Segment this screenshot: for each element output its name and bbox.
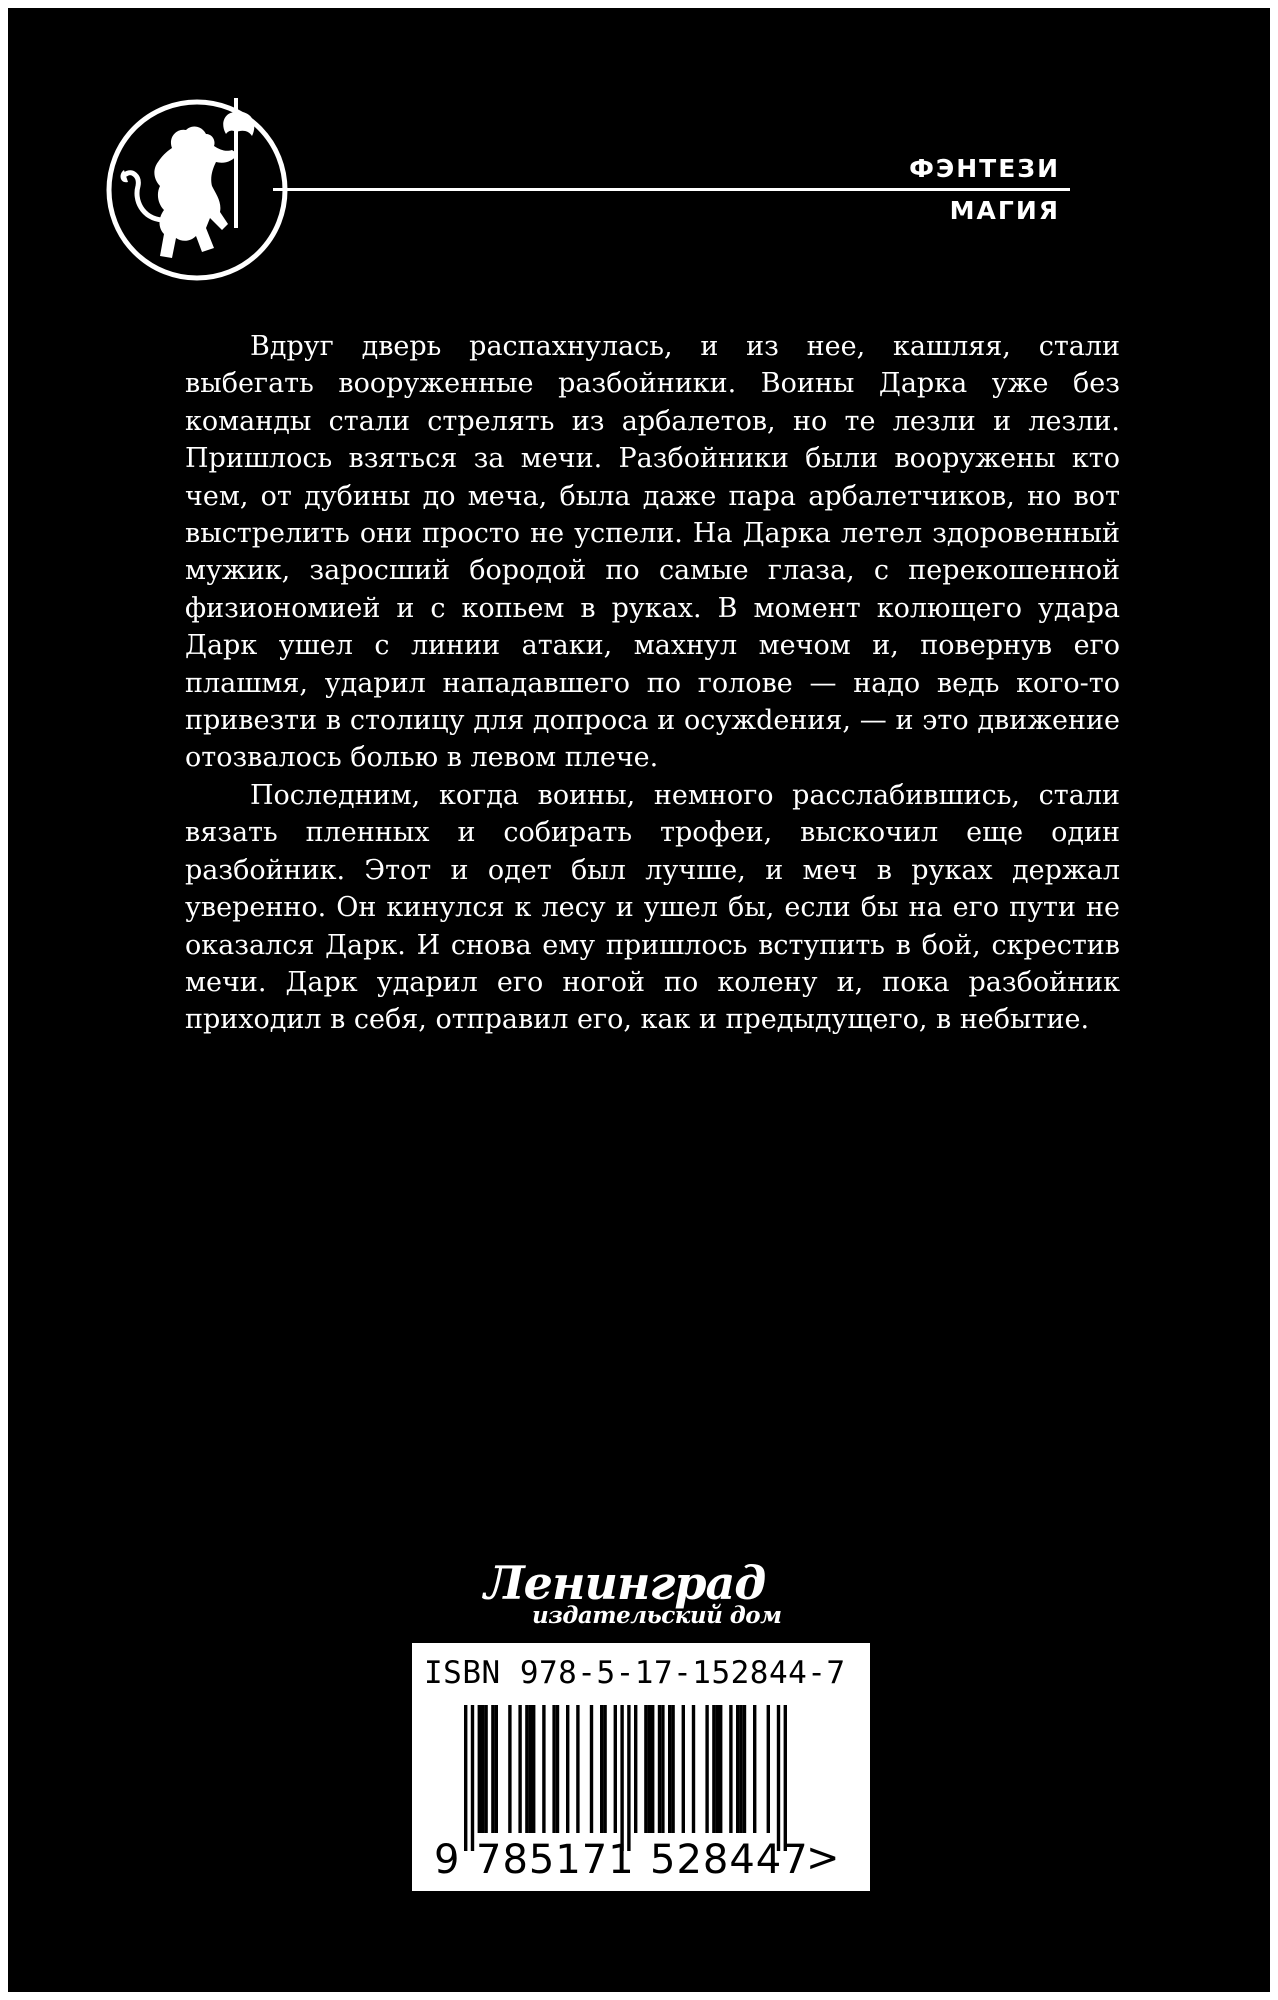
barcode-panel (412, 1643, 870, 1891)
blurb-text (185, 328, 1120, 1039)
barcode-bar (719, 1705, 722, 1833)
barcode-bar (692, 1705, 695, 1833)
blurb-paragraph: Вдруг дверь распахнулась, и из нее, кашляя, стали выбегать вооруженные разбойники. Воины Дарка уже без команды стали стрелять из арбалетов, но те лезли и лезли. Пришлось взяться за мечи. Разбойники были вооружены кто чем, от дубины до меча, была даже пара арбалетчиков, но вот выстрелить они просто не успели. На Дарка летел здоровенный мужик, заросший бородой по самые глаза, с перекошенной физиономией и с копьем в руках. В момент колющего удара Дарк ушел с линии атаки, махнул мечом и, повернув его плашмя, ударил нападавшего по голове — надо ведь кого-то привезти в столицу для допроса и осужdения, — и это движение отозвалось болью в левом плече. (185, 331, 1120, 774)
barcode-bar (525, 1705, 528, 1833)
isbn-text: ISBN 978-5-17-152844-7 (424, 1655, 846, 1691)
barcode-bar (784, 1705, 787, 1851)
barcode-bar (777, 1705, 780, 1851)
barcode-bar (634, 1705, 637, 1833)
barcode-bar (600, 1705, 603, 1833)
barcode-bar (481, 1705, 484, 1833)
ean-right-group: 528447 (650, 1837, 809, 1883)
barcode-bar (464, 1705, 467, 1851)
barcode-bar (627, 1705, 630, 1851)
barcode-bar (532, 1705, 535, 1833)
barcode-bar (590, 1705, 593, 1833)
barcode-bar (767, 1705, 770, 1833)
barcode-bar (529, 1705, 532, 1833)
barcode-bar (566, 1705, 569, 1833)
ean-left-group: 785171 (476, 1837, 635, 1883)
barcode-bar (508, 1705, 511, 1833)
genre-tag: ФЭНТЕЗИ (909, 154, 1060, 183)
barcode-bar (682, 1705, 685, 1833)
barcode-bar (753, 1705, 756, 1833)
barcode-bar (712, 1705, 715, 1833)
barcode-bar (484, 1705, 487, 1833)
back-cover (8, 8, 1270, 1992)
publisher-logo (484, 1556, 784, 1636)
genre-tag: МАГИЯ (949, 196, 1060, 225)
barcode-bar (603, 1705, 606, 1833)
barcode-bars (464, 1705, 794, 1855)
publisher-name: Ленинград (484, 1556, 766, 1610)
blurb-paragraph: Последним, когда воины, немного расслабившись, стали вязать пленных и собирать трофеи, выскочил еще один разбойник. Этот и одет был лучше, и меч в руках держал уверенно. Он кинулся к лесу и ушел бы, если бы на его пути не оказался Дарк. И снова ему пришлось вступить в бой, скрестив мечи. Дарк ударил его ногой по колену и, пока разбойник приходил в себя, отправил его, как и предыдущего, в небытие. (185, 779, 1120, 1036)
barcode-bar (478, 1705, 481, 1833)
barcode-bar (716, 1705, 719, 1833)
barcode-bar (671, 1705, 674, 1833)
barcode-bar (495, 1705, 498, 1833)
barcode-bar (471, 1705, 474, 1851)
barcode-bar (658, 1705, 661, 1833)
ean-quiet-zone-marker: > (806, 1835, 840, 1881)
barcode-bar (518, 1705, 521, 1833)
barcode-bar (651, 1705, 654, 1833)
barcode-bar (552, 1705, 555, 1833)
header-divider (273, 188, 1070, 191)
barcode-bar (648, 1705, 651, 1833)
barcode-bar (620, 1705, 623, 1851)
barcode-bar (743, 1705, 746, 1833)
barcode-bar (661, 1705, 664, 1833)
ean-first-digit: 9 (434, 1837, 460, 1883)
barcode-bar (729, 1705, 732, 1833)
barcode-bar (644, 1705, 647, 1833)
barcode-bar (668, 1705, 671, 1833)
lion-emblem-icon (102, 90, 292, 290)
barcode-bar (614, 1705, 617, 1833)
barcode-bar (491, 1705, 494, 1833)
barcode-bar (542, 1705, 545, 1833)
barcode-bar (556, 1705, 559, 1833)
barcode-bar (736, 1705, 739, 1833)
barcode-bar (705, 1705, 708, 1833)
barcode-bar (576, 1705, 579, 1833)
publisher-subtitle: издательский дом (532, 1602, 782, 1629)
barcode-bar (739, 1705, 742, 1833)
